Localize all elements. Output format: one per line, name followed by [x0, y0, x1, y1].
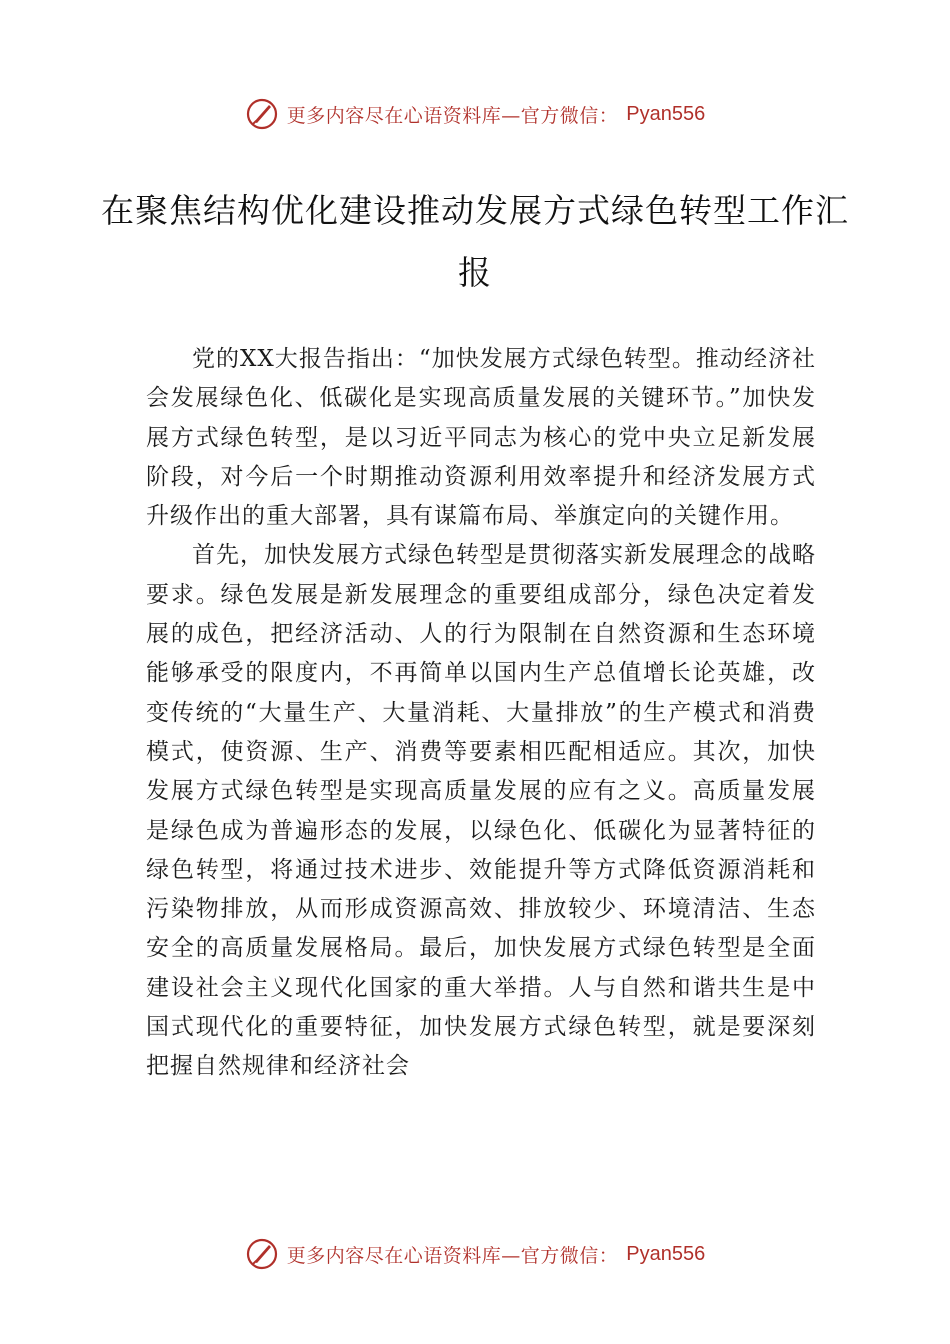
quill-logo-icon — [245, 97, 279, 131]
watermark-banner-bottom — [0, 1234, 950, 1274]
watermark-wechat-id: Pyan556 — [626, 102, 706, 125]
document-body — [146, 340, 816, 1087]
watermark-text: 更多内容尽在心语资料库—官方微信： — [286, 104, 619, 127]
quill-logo-icon — [245, 1237, 279, 1271]
watermark-banner-top — [0, 94, 950, 134]
document-title: 在聚焦结构优化建设推动发展方式绿色转型工作汇报 — [101, 191, 849, 292]
watermark-wechat-id: Pyan556 — [626, 1242, 706, 1265]
paragraph-intro: 党的XX大报告指出：“加快发展方式绿色转型。推动经济社会发展绿色化、低碳化是实现高质量发展的关键环节。”加快发展方式绿色转型，是以习近平同志为核心的党中央立足新发展阶段，对今后一个时期推动资源利用效率提升和经济发展方式升级作出的重大部署，具有谋篇布局、举旗定向的关键作用。 — [146, 346, 816, 530]
paragraph-main: 首先，加快发展方式绿色转型是贯彻落实新发展理念的战略要求。绿色发展是新发展理念的重要组成部分，绿色决定着发展的成色，把经济活动、人的行为限制在自然资源和生态环境能够承受的限度内，不再简单以国内生产总值增长论英雄，改变传统的“大量生产、大量消耗、大量排放”的生产模式和消费模式，使资源、生产、消费等要素相匹配相适应。其次，加快发展方式绿色转型是实现高质量发展的应有之义。高质量发展是绿色成为普遍形态的发展，以绿色化、低碳化为显著特征的绿色转型，将通过技术进步、效能提升等方式降低资源消耗和污染物排放，从而形成资源高效、排放较少、环境清洁、生态安全的高质量发展格局。最后，加快发展方式绿色转型是全面建设社会主义现代化国家的重大举措。人与自然和谐共生是中国式现代化的重要特征，加快发展方式绿色转型，就是要深刻把握自然规律和经济社会 — [146, 542, 816, 1080]
watermark-text: 更多内容尽在心语资料库—官方微信： — [286, 1244, 619, 1267]
